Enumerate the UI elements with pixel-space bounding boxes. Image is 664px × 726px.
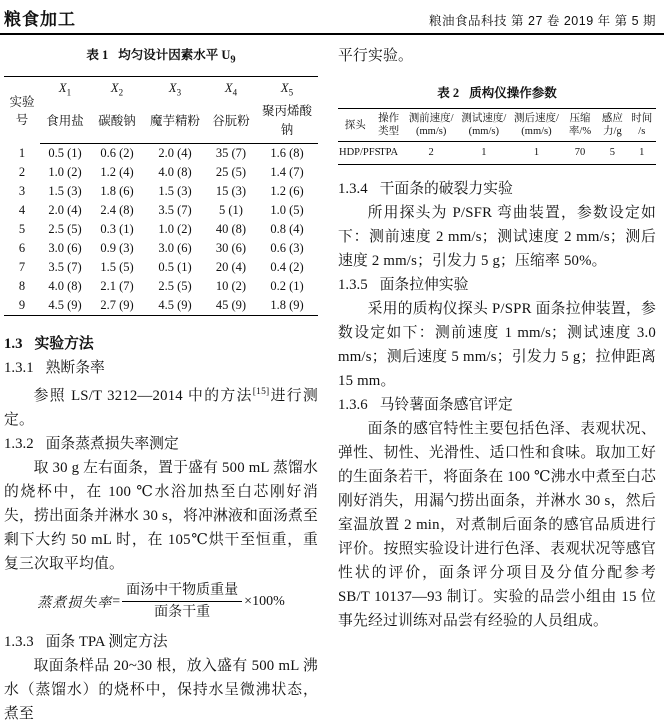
formula-lhs: 蒸煮损失率 <box>37 595 113 611</box>
table1-header-x1: $X_1$ <box>58 80 72 97</box>
section-heading-1-3: 1.3 实验方法 <box>4 336 94 352</box>
paragraph-1-3-4: 所用探头为 P/SFR 弯曲装置，参数设定如下：测前速度 2 mm/s；测试速度 2 mm/s；测后速度 2 mm/s；引发力 5 g；压缩率 50%。 <box>338 205 656 269</box>
citation-ref: [15] <box>252 387 270 397</box>
table-row: 3 1.5 (3) 1.8 (6) 1.5 (3) 15 (3) 1.2 (6) <box>18 184 304 198</box>
table2-header: 操作类型 <box>372 109 404 142</box>
table2-header: 时间 /s <box>628 109 656 142</box>
table1-header-x5: $X_5$ <box>280 80 294 97</box>
right-column <box>338 44 656 726</box>
table-row: 7 3.5 (7) 1.5 (5) 0.5 (1) 20 (4) 0.4 (2) <box>18 260 304 274</box>
table1-factor-name: 聚丙烯酸钠 <box>256 102 318 144</box>
left-column <box>4 44 318 726</box>
formula-rhs: ×100% <box>244 593 285 609</box>
formula-numerator: 面汤中干物质重量 <box>122 582 242 602</box>
table-row: 5 2.5 (5) 0.3 (1) 1.0 (2) 40 (8) 0.8 (4) <box>18 222 304 236</box>
formula-equals: = <box>112 593 121 609</box>
table1-caption <box>4 46 318 70</box>
table1-factor-name: 谷朊粉 <box>206 102 256 144</box>
table1-header-x4: $X_4$ <box>224 80 238 97</box>
table1-header-row-names <box>4 102 318 144</box>
table2-header: 探头 <box>338 109 372 142</box>
paragraph-1-3-5: 采用的质构仪探头 P/SPR 面条拉伸装置，参数设定如下：测前速度 1 mm/s；测试速度 3.0 mm/s；测后速度 5 mm/s；引发力 5 g；拉伸距离 15 mm。 <box>338 301 656 389</box>
paragraph-1-3-3: 取面条样品 20~30 根，放入盛有 500 mL 沸水（蒸馏水）的烧杯中，保持水呈微沸状态，煮至 <box>4 657 318 722</box>
table1-caption-subscript: 9 <box>230 54 236 66</box>
section-heading-1-3-6: 1.3.6 马铃薯面条感官评定 <box>338 397 513 413</box>
table2-header: 测前速度/ (mm/s) <box>405 109 458 142</box>
table1-factor-name: 食用盐 <box>40 102 90 144</box>
running-head <box>0 0 664 35</box>
section-heading-1-3-4: 1.3.4 干面条的破裂力实验 <box>338 181 513 197</box>
formula-fraction <box>122 582 242 621</box>
table-row: 9 4.5 (9) 2.7 (9) 4.5 (9) 45 (9) 1.8 (9) <box>18 298 304 312</box>
table2-caption <box>338 84 656 102</box>
table2-header: 测试速度/ (mm/s) <box>457 109 510 142</box>
section-heading-1-3-1: 1.3.1 熟断条率 <box>4 360 105 376</box>
texture-analyzer-table <box>338 108 656 165</box>
continuation-paragraph: 平行实验。 <box>338 48 413 64</box>
table2-header: 压缩率/% <box>563 109 597 142</box>
journal-issue-info: 粮油食品科技 第 27 卷 2019 年 第 5 期 <box>429 14 656 28</box>
cooking-loss-formula <box>4 576 318 628</box>
table-row: HDP/PFS TPA 2 1 1 70 5 1 <box>339 147 645 158</box>
table1-header-x3: $X_3$ <box>168 80 182 97</box>
journal-section-title: 粮食加工 <box>4 10 76 29</box>
paragraph-1-3-1: 参照 LS/T 3212—2014 中的方法[15]进行测定。 <box>4 387 318 428</box>
section-heading-1-3-5: 1.3.5 面条拉伸实验 <box>338 277 469 293</box>
table2-caption-title: 质构仪操作参数 <box>469 86 557 100</box>
table1-caption-label: 表 1 <box>86 48 109 62</box>
table1-header-x2: $X_2$ <box>110 80 124 97</box>
table1-header-runno: 实验 号 <box>9 95 35 127</box>
table-row: 6 3.0 (6) 0.9 (3) 3.0 (6) 30 (6) 0.6 (3) <box>18 241 304 255</box>
table1-header-row-symbols <box>4 76 318 102</box>
table-row: 2 1.0 (2) 1.2 (4) 4.0 (8) 25 (5) 1.4 (7) <box>18 165 304 179</box>
paragraph-1-3-2: 取 30 g 左右面条，置于盛有 500 mL 蒸馏水的烧杯中，在 100 ℃水浴加热至白芯刚好消失，捞出面条并淋水 30 s，将冲淋液和面汤煮至剩下大约 50 mL 时，在 105℃烘干至恒重，重复三次取平均值。 <box>4 459 318 572</box>
table-row: 8 4.0 (8) 2.1 (7) 2.5 (5) 10 (2) 0.2 (1) <box>18 279 304 293</box>
table1-factor-name: 魔芋精粉 <box>144 102 206 144</box>
table1-caption-title: 均匀设计因素水平 U <box>118 48 231 62</box>
uniform-design-table <box>4 76 318 317</box>
section-heading-1-3-3: 1.3.3 面条 TPA 测定方法 <box>4 633 168 650</box>
formula-denominator: 面条干重 <box>154 605 211 621</box>
table2-header: 测后速度/ (mm/s) <box>510 109 563 142</box>
paragraph-1-3-6: 面条的感官特性主要包括色泽、表观状况、弹性、韧性、光滑性、适口性和食味。取加工好的生面条若干，将面条在 100 ℃沸水中煮至白芯刚好消失，用漏勺捞出面条，并淋水 30 s，然后室温放置 2 min，对煮制后面条的感官品质进行评价。按照实验设计进行色泽、表观状况等感官性状的评价，面条评分项目及分值分配参考 SB/T 10137—93 制订。实验的品尝小组由 15 位事先经过训练对品尝有经验的人员组成。 <box>338 421 656 629</box>
table-row: 4 2.0 (4) 2.4 (8) 3.5 (7) 5 (1) 1.0 (5) <box>18 203 304 217</box>
table-row: 1 0.5 (1) 0.6 (2) 2.0 (4) 35 (7) 1.6 (8) <box>18 145 304 160</box>
two-column-body <box>0 44 664 726</box>
table1-factor-name: 碳酸钠 <box>90 102 144 144</box>
section-heading-1-3-2: 1.3.2 面条蒸煮损失率测定 <box>4 435 179 452</box>
table2-header-row <box>338 109 656 142</box>
table2-caption-label: 表 2 <box>437 86 460 100</box>
table2-header: 感应力/g <box>597 109 627 142</box>
